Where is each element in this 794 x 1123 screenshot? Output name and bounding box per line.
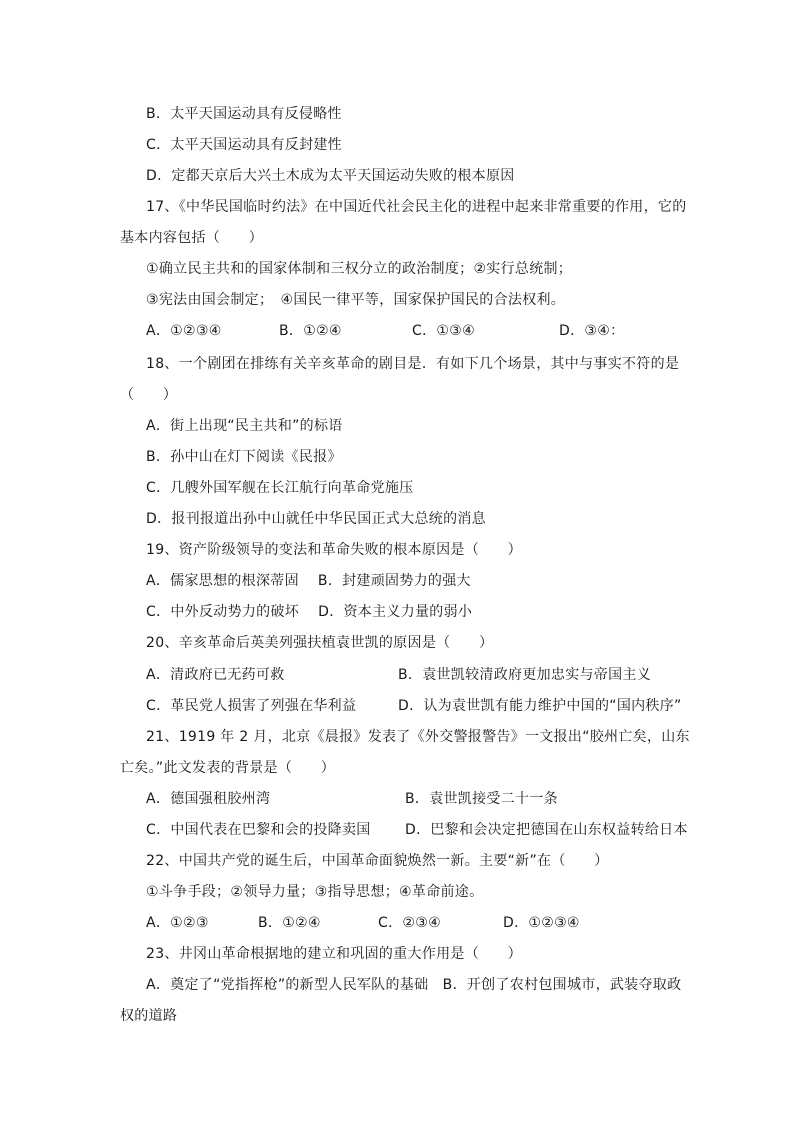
q23-options-ab-cont: 权的道路 [120, 1008, 178, 1024]
q17-option-b: B．①②④ [279, 323, 342, 339]
q20-option-a: A．清政府已无药可救 [146, 667, 285, 683]
q20-stem: 20、辛亥革命后英美列强扶植袁世凯的原因是（ ） [146, 635, 494, 651]
q17-option-a: A．①②③④ [146, 323, 222, 339]
q19-stem: 19、资产阶级领导的变法和革命失败的根本原因是（ ） [146, 542, 522, 558]
q16-option-d: D．定都天京后大兴土木成为太平天国运动失败的根本原因 [146, 168, 515, 184]
q17-stem-cont: 基本内容包括（ ） [120, 230, 263, 246]
q21-option-c: C．中国代表在巴黎和会的投降卖国 [146, 822, 371, 838]
q20-option-b: B．袁世凯较清政府更加忠实与帝国主义 [398, 667, 652, 683]
q19-options-ab: A．儒家思想的根深蒂固 B．封建顽固势力的强大 [146, 573, 471, 589]
q20-option-c: C．革民党人损害了列强在华利益 [146, 698, 357, 714]
q21-option-a: A．德国强租胶州湾 [146, 791, 271, 807]
q23-options-ab: A．奠定了“党指挥枪”的新型人民军队的基础 B．开创了农村包围城市，武装夺取政 [146, 977, 682, 993]
q19-options-cd: C．中外反动势力的破坏 D．资本主义力量的弱小 [146, 604, 473, 620]
q23-stem: 23、井冈山革命根据地的建立和巩固的重大作用是（ ） [146, 946, 522, 962]
q16-option-c: C．太平天国运动具有反封建性 [146, 137, 342, 153]
q17-option-d: D．③④： [559, 323, 625, 339]
q22-option-b: B．①②④ [258, 915, 321, 931]
q17-item-2: ③宪法由国会制定； ④国民一律平等，国家保护国民的合法权利。 [146, 292, 566, 308]
q18-stem: 18、一个剧团在排练有关辛亥革命的剧目是．有如下几个场景，其中与事实不符的是 [146, 356, 680, 372]
q21-stem: 21、1919 年 2 月，北京《晨报》发表了《外交警报警告》一文报出“胶州亡矣，山东 [146, 729, 690, 745]
q18-option-a: A．街上出现“民主共和”的标语 [146, 418, 343, 434]
q18-option-d: D．报刊报道出孙中山就任中华民国正式大总统的消息 [146, 511, 486, 527]
q21-option-b: B．袁世凯接受二十一条 [405, 791, 558, 807]
q22-option-a: A．①②③ [146, 915, 209, 931]
q22-option-c: C．②③④ [378, 915, 441, 931]
q22-stem: 22、中国共产党的诞生后，中国革命面貌焕然一新。主要“新”在（ ） [146, 853, 609, 869]
q17-option-c: C．①③④ [412, 323, 475, 339]
q21-stem-cont: 亡矣。”此文发表的背景是（ ） [120, 760, 336, 776]
q18-option-c: C．几艘外国军舰在长江航行向革命党施压 [146, 480, 414, 496]
q16-option-b: B．太平天国运动具有反侵略性 [146, 106, 342, 122]
q22-items: ①斗争手段；②领导力量；③指导思想；④革命前途。 [146, 884, 484, 900]
q22-option-d: D．①②③④ [503, 915, 580, 931]
q17-stem: 17、《中华民国临时约法》在中国近代社会民主化的进程中起来非常重要的作用，它的 [146, 199, 687, 215]
q20-option-d: D．认为袁世凯有能力维护中国的“国内秩序” [398, 698, 682, 714]
q18-stem-cont: （ ） [120, 387, 178, 403]
q18-option-b: B．孙中山在灯下阅读《民报》 [146, 449, 342, 465]
q17-item-1: ①确立民主共和的国家体制和三权分立的政治制度；②实行总统制； [146, 261, 573, 277]
q21-option-d: D．巴黎和会决定把德国在山东权益转给日本 [405, 822, 688, 838]
